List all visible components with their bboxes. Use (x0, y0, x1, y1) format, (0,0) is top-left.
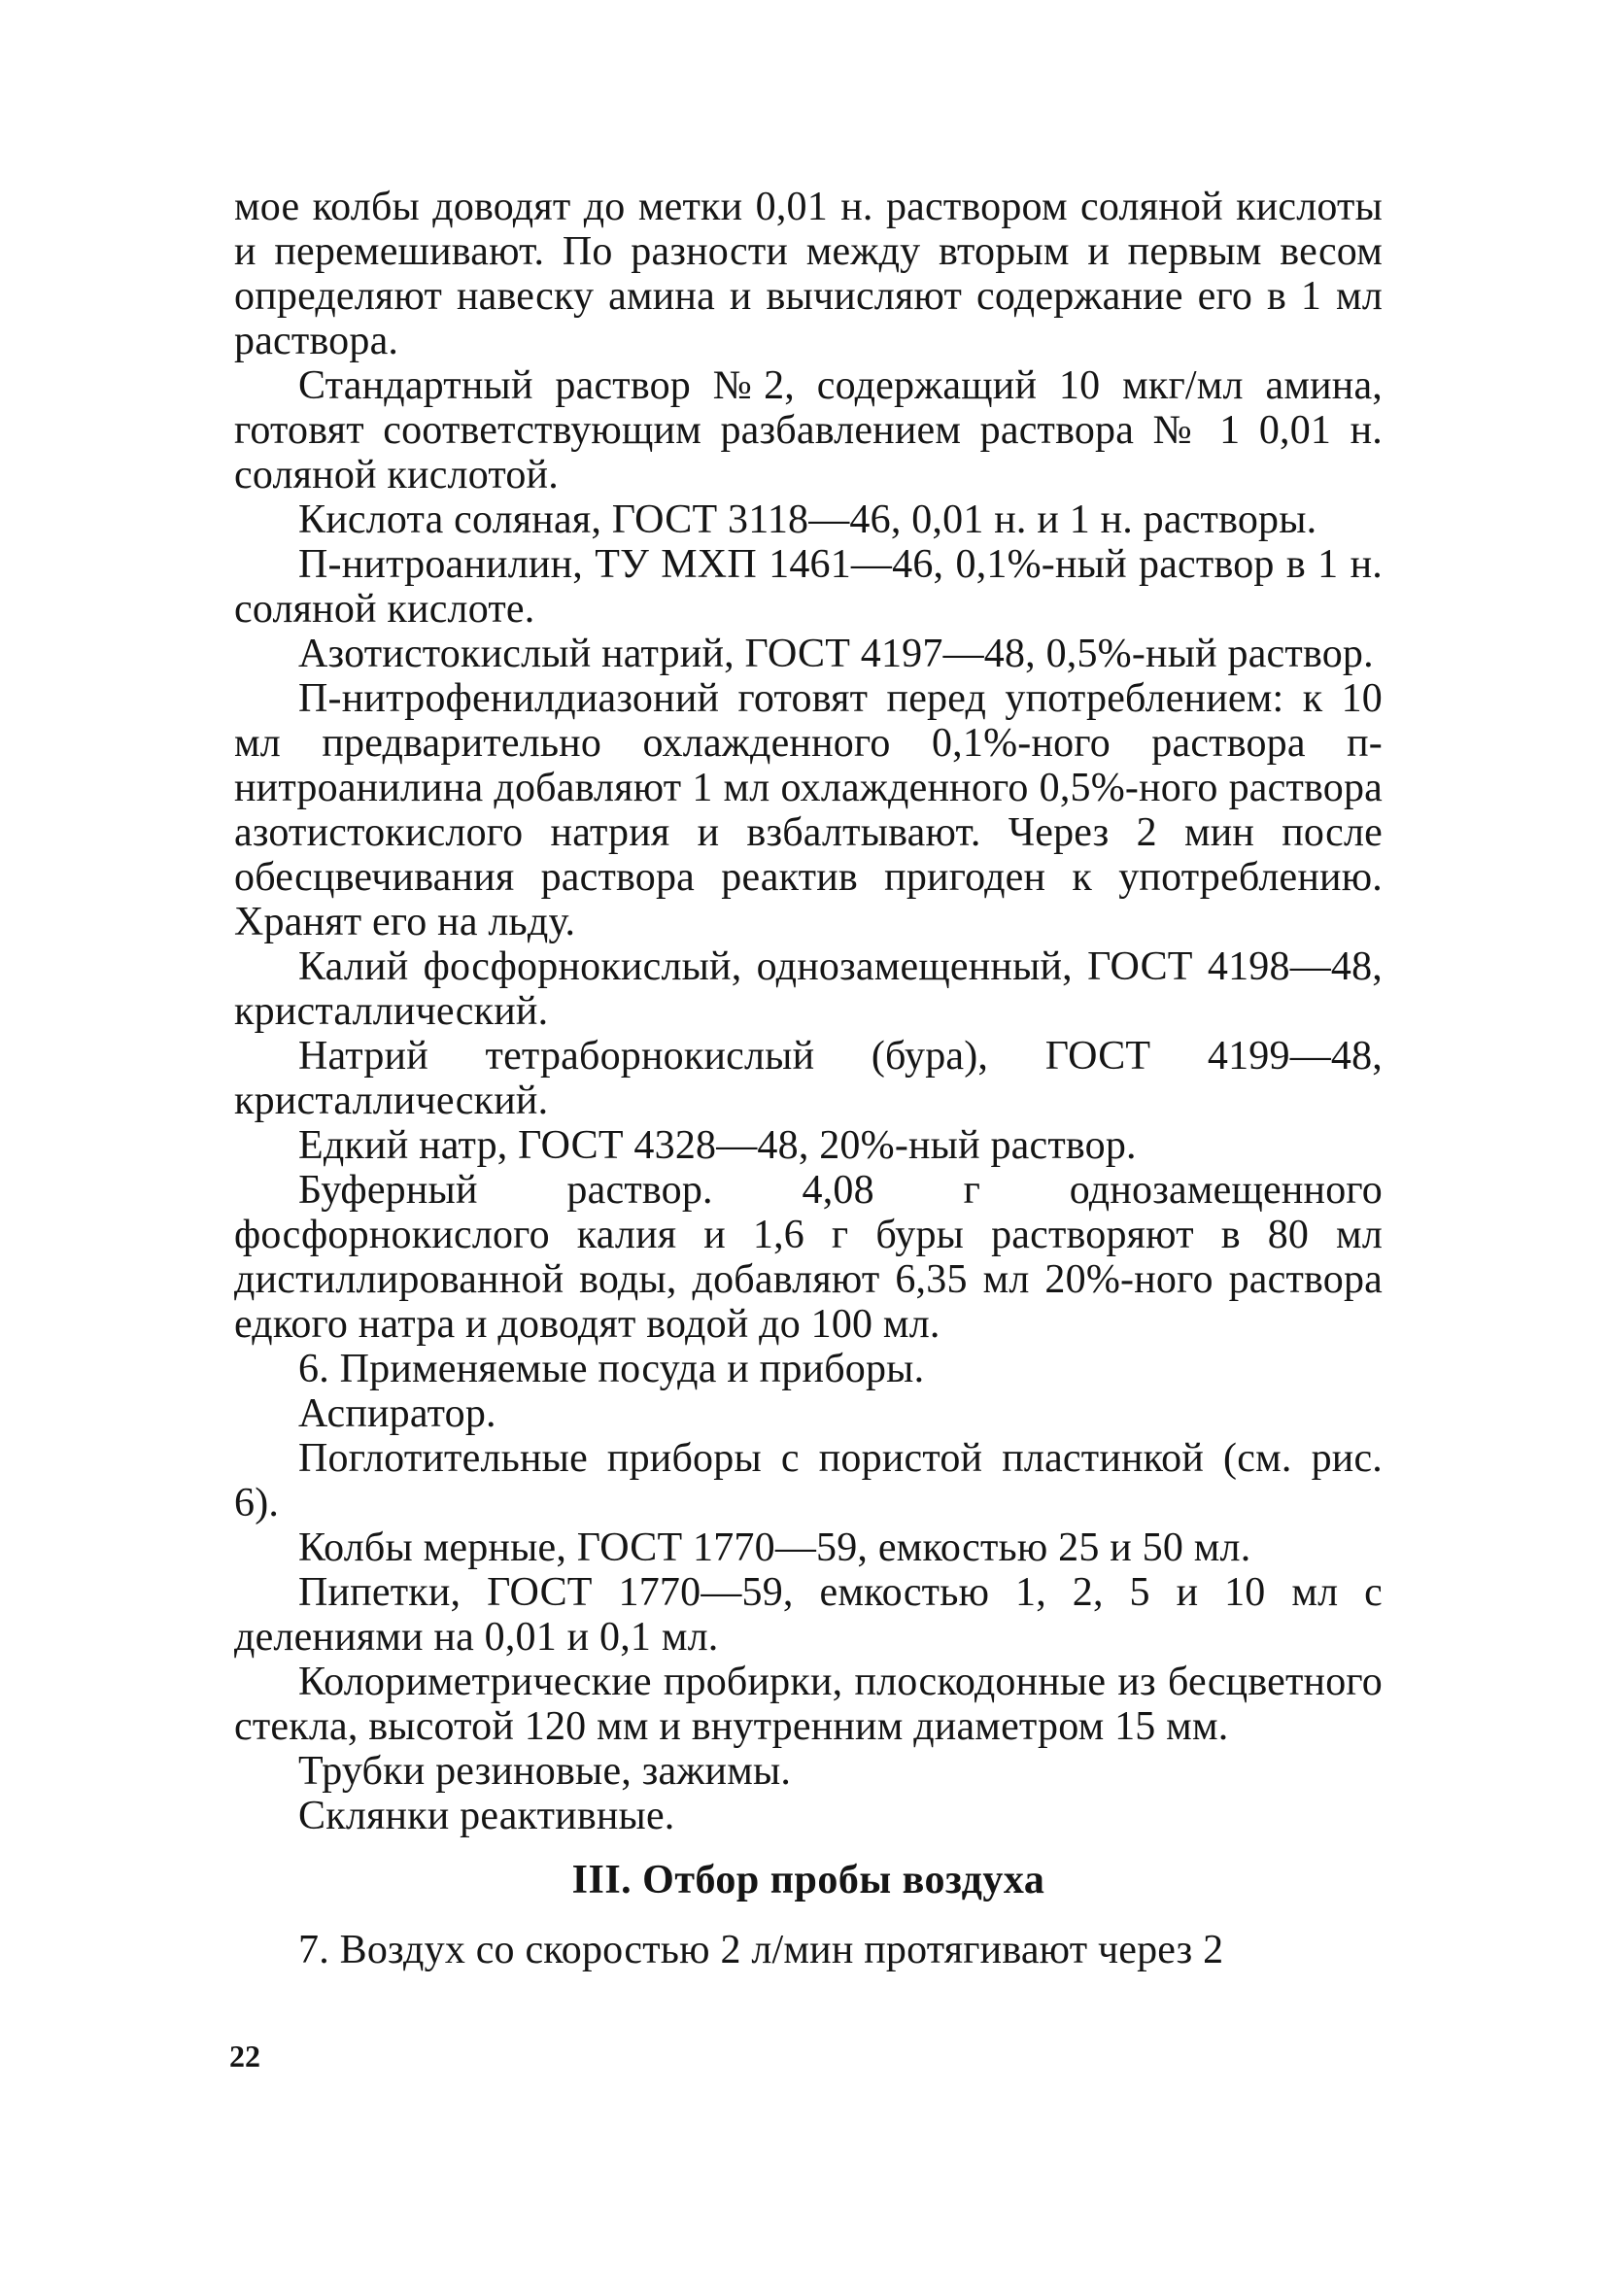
paragraph-air-sampling: 7. Воздух со скоростью 2 л/мин протягивают через 2 (298, 1928, 1224, 1972)
paragraph-1: мое колбы доводят до метки 0,01 н. раствором соляной кислоты и перемешивают. По разности между вторым и первым весом определяют навеску амина и вычисляют содержание его в 1 мл раствора. (234, 185, 1383, 363)
paragraph-volumetric-flasks: Колбы мерные, ГОСТ 1770—59, емкостью 25 и 50 мл. (298, 1525, 1251, 1570)
page-number: 22 (229, 2039, 260, 2073)
paragraph-buffer-solution: Буферный раствор. 4,08 г однозамещенного фосфорнокислого калия и 1,6 г буры растворяют в 80 мл дистиллированной воды, добавляют 6,35 мл 20%-ного раствора едкого натра и доводят водой до 100 мл. (234, 1168, 1383, 1347)
paragraph-standard-solution-2: Стандартный раствор №2, содержащий 10 мкг/мл амина, готовят соответствующим разбавлением раствора № 1 0,01 н. соляной кислотой. (234, 363, 1383, 497)
paragraph-borax: Натрий тетраборнокислый (бура), ГОСТ 4199—48, кристаллический. (234, 1034, 1383, 1123)
paragraph-equipment-heading: 6. Применяемые посуда и приборы. (298, 1347, 925, 1391)
paragraph-colorimetric-tubes: Колориметрические пробирки, плоскодонные из бесцветного стекла, высотой 120 мм и внутренним диаметром 15 мм. (234, 1660, 1383, 1749)
paragraph-caustic-soda: Едкий натр, ГОСТ 4328—48, 20%-ный раствор. (298, 1123, 1137, 1168)
section-heading: III. Отбор пробы воздуха (571, 1858, 1045, 1902)
paragraph-diazonium: П-нитрофенилдиазоний готовят перед употреблением: к 10 мл предварительно охлажденного 0,1%-ного раствора п-нитроанилина добавляют 1 мл охлажденного 0,5%-ного раствора азотистокислого натрия и взбалтывают. Через 2 мин после обесцвечивания раствора реактив пригоден к употреблению. Хранят его на льду. (234, 676, 1383, 944)
paragraph-absorbers: Поглотительные приборы с пористой пластинкой (см. рис. 6). (234, 1436, 1383, 1525)
page-body (234, 185, 1383, 1972)
paragraph-sodium-nitrite: Азотистокислый натрий, ГОСТ 4197—48, 0,5%-ный раствор. (298, 632, 1374, 676)
paragraph-hydrochloric-acid: Кислота соляная, ГОСТ 3118—46, 0,01 н. и 1 н. растворы. (298, 497, 1317, 542)
paragraph-p-nitroaniline: П-нитроанилин, ТУ МХП 1461—46, 0,1%-ный раствор в 1 н. соляной кислоте. (234, 542, 1383, 632)
paragraph-potassium-phosphate: Калий фосфорнокислый, однозамещенный, ГОСТ 4198—48, кристаллический. (234, 944, 1383, 1034)
paragraph-aspirator: Аспиратор. (298, 1391, 496, 1436)
paragraph-pipettes: Пипетки, ГОСТ 1770—59, емкостью 1, 2, 5 и 10 мл с делениями на 0,01 и 0,1 мл. (234, 1570, 1383, 1660)
paragraph-reagent-bottles: Склянки реактивные. (298, 1794, 675, 1838)
paragraph-rubber-tubes: Трубки резиновые, зажимы. (298, 1749, 792, 1794)
